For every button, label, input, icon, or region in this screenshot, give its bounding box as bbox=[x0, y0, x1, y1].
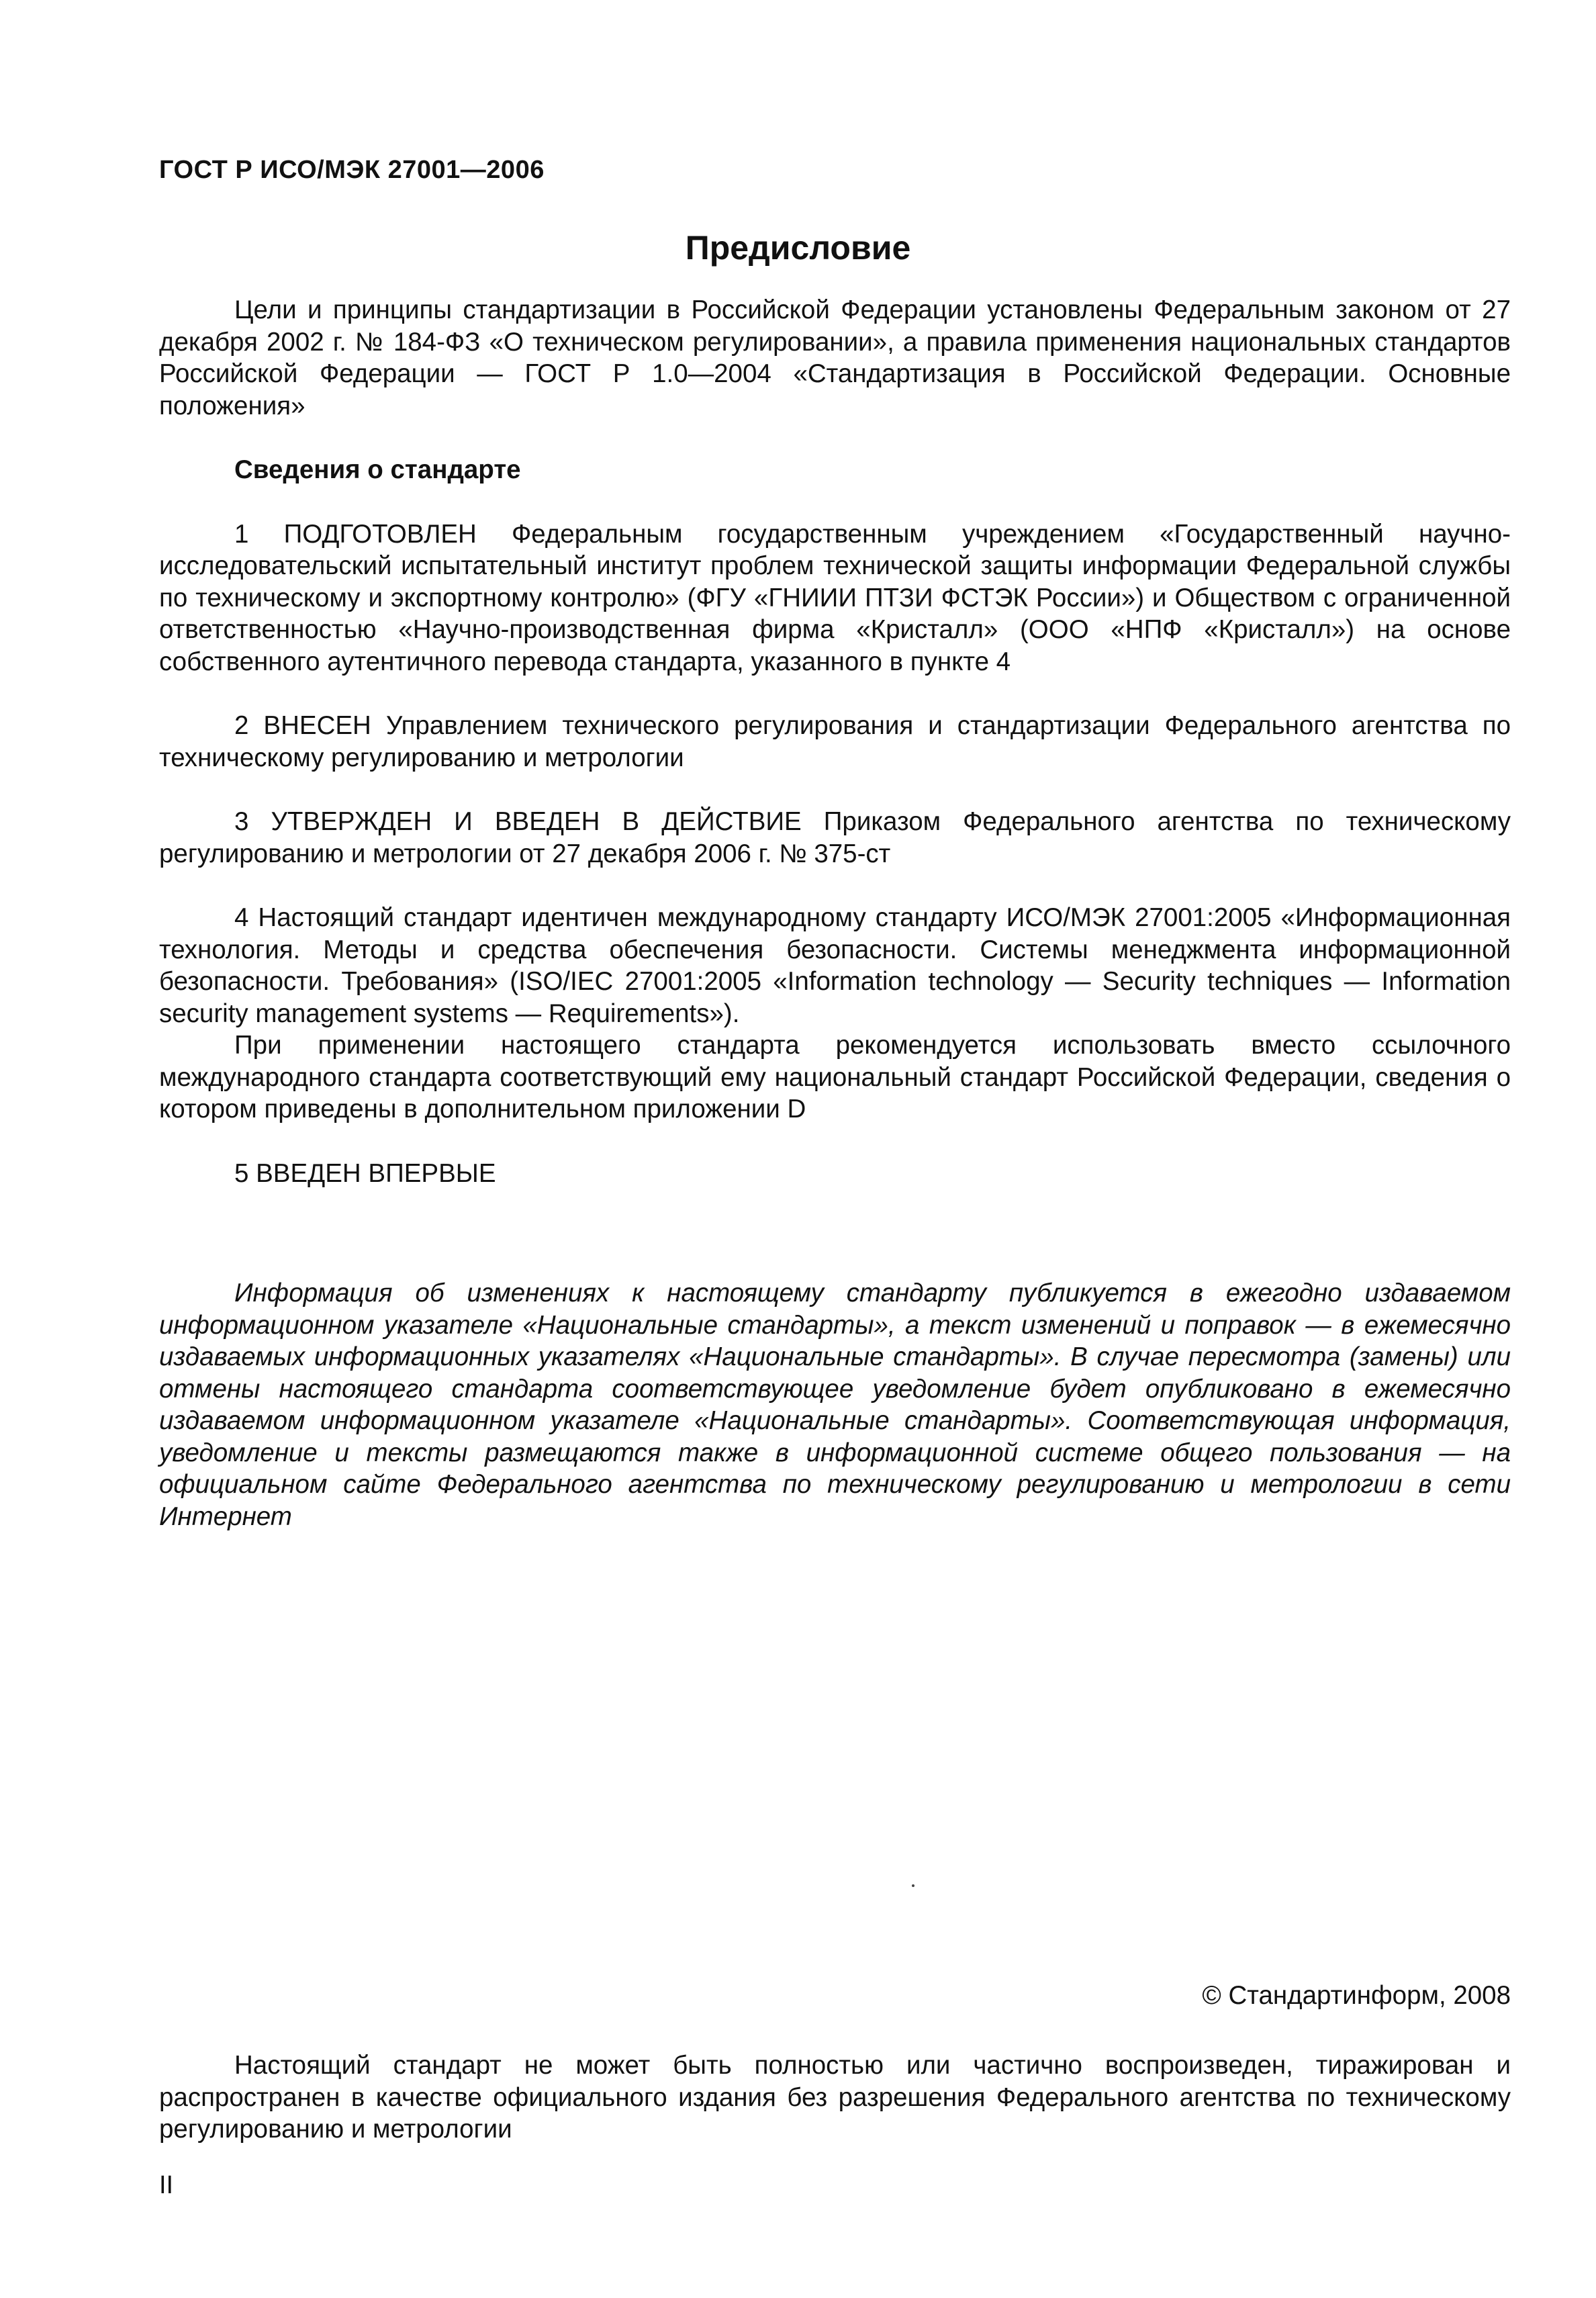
document-code-header: ГОСТ Р ИСО/МЭК 27001—2006 bbox=[159, 156, 545, 184]
reproduction-notice: Настоящий стандарт не может быть полностью или частично воспроизведен, тиражирован и распространен в качестве официального издания без разрешения Федерального агентства по техническому регулированию и метрологии bbox=[159, 2051, 1511, 2144]
info-item-2: 2 ВНЕСЕН Управлением технического регулирования и стандартизации Федерального агентства по техническому регулированию и метрологии bbox=[159, 711, 1511, 772]
scan-speck bbox=[912, 1884, 914, 1887]
page-number: II bbox=[159, 2171, 174, 2199]
page-title: Предисловие bbox=[685, 229, 911, 267]
changes-notice: Информация об изменениях к настоящему стандарту публикуется в ежегодно издаваемом информационном указателе «Национальные стандарты», а текст изменений и поправок — в ежемесячно издаваемых информационных указателях «Национальные стандарты». В случае пересмотра (замены) или отмены настоящего стандарта соответствующее уведомление будет опубликовано в ежемесячно издаваемом информационном указателе «Национальные стандарты». Соответствующая информация, уведомление и тексты размещаются также в информационной системе общего пользования — на официальном сайте Федерального агентства по техническому регулированию и метрологии в сети Интернет bbox=[159, 1279, 1511, 1531]
standard-info-heading: Сведения о стандарте bbox=[234, 455, 521, 484]
info-item-4-note: При применении настоящего стандарта рекомендуется использовать вместо ссылочного международного стандарта соответствующий ему национальный стандарт Российской Федерации, сведения о котором приведены в дополнительном приложении D bbox=[159, 1031, 1511, 1123]
copyright-line: © Стандартинформ, 2008 bbox=[1202, 1981, 1511, 2010]
info-item-1: 1 ПОДГОТОВЛЕН Федеральным государственным учреждением «Государственный научно-исследовательский испытательный институт проблем технической защиты информации Федеральной службы по техническому и экспортному контролю» (ФГУ «ГНИИИ ПТЗИ ФСТЭК России») и Обществом с ограниченной ответственностью «Научно-производственная фирма «Кристалл» (ООО «НПФ «Кристалл») на основе собственного аутентичного перевода стандарта, указанного в пункте 4 bbox=[159, 519, 1511, 676]
intro-paragraph: Цели и принципы стандартизации в Российской Федерации установлены Федеральным законом от 27 декабря 2002 г. № 184-ФЗ «О техническом регулировании», а правила применения национальных стандартов Российской Федерации — ГОСТ Р 1.0—2004 «Стандартизация в Российской Федерации. Основные положения» bbox=[159, 295, 1511, 420]
info-item-4: 4 Настоящий стандарт идентичен международному стандарту ИСО/МЭК 27001:2005 «Информационная технология. Методы и средства обеспечения безопасности. Системы менеджмента информационной безопасности. Требования» (ISO/IEC 27001:2005 «Information technology — Security techniques — Information security management systems — Requirements»). bbox=[159, 903, 1511, 1028]
foreword-body bbox=[159, 294, 1511, 1189]
info-item-3: 3 УТВЕРЖДЕН И ВВЕДЕН В ДЕЙСТВИЕ Приказом Федерального агентства по техническому регулированию и метрологии от 27 декабря 2006 г. № 375-ст bbox=[159, 807, 1511, 868]
info-item-5: 5 ВВЕДЕН ВПЕРВЫЕ bbox=[234, 1158, 496, 1188]
